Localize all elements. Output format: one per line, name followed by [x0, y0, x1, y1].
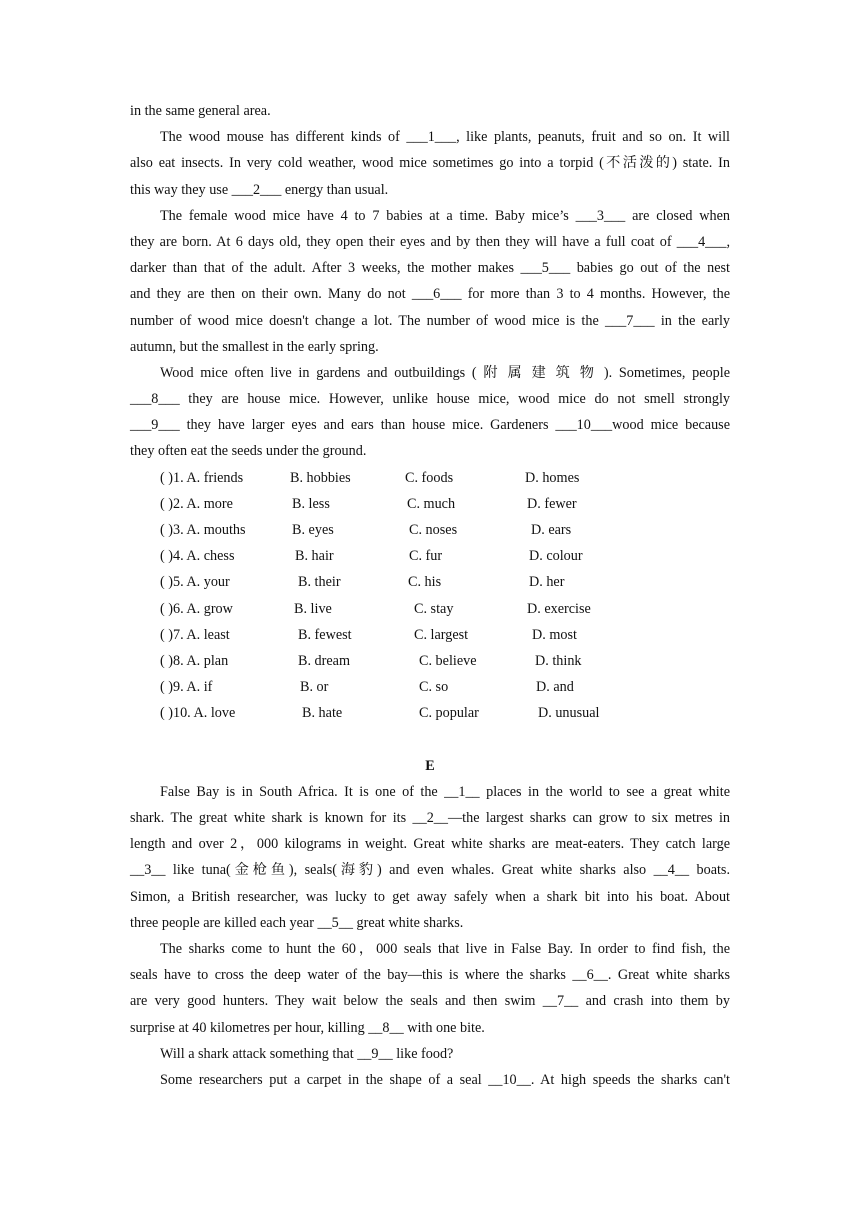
option-row: [130, 622, 730, 648]
option-row: [130, 569, 730, 595]
text-line: they are born. At 6 days old, they open their eyes and by then they will have a full coat of ___4___,: [130, 233, 730, 250]
text-line: The sharks come to hunt the 60，000 seals that live in False Bay. In order to find fish, the: [160, 941, 730, 957]
question-number: ( )4. A. chess: [160, 548, 235, 565]
option-choice: D. homes: [525, 469, 580, 486]
option-choice: B. their: [298, 574, 341, 591]
text-line: False Bay is in South Africa. It is one of the __1__ places in the world to see a great white: [160, 783, 730, 800]
passage-d-options: [130, 465, 730, 727]
option-choice: B. dream: [298, 652, 351, 669]
text-line: autumn, but the smallest in the early spring.: [130, 338, 379, 355]
option-choice: D. unusual: [538, 705, 600, 722]
passage-d-lines: [130, 98, 730, 465]
text-line: they often eat the seeds under the ground.: [130, 443, 367, 460]
option-choice: D. most: [532, 626, 577, 643]
text-line: The female wood mice have 4 to 7 babies at a time. Baby mice’s ___3___ are closed when: [160, 207, 730, 224]
option-choice: B. hobbies: [290, 469, 351, 486]
option-choice: B. fewest: [298, 626, 352, 643]
option-row: [130, 648, 730, 674]
question-number: ( )7. A. least: [160, 626, 230, 643]
option-row: [130, 543, 730, 569]
option-choice: C. noses: [409, 522, 458, 538]
option-row: [130, 596, 730, 622]
option-choice: C. fur: [409, 548, 443, 565]
option-choice: D. exercise: [527, 600, 591, 617]
text-line: ___9___ they have larger eyes and ears than house mice. Gardeners ___10___wood mice because: [130, 417, 730, 434]
text-line: three people are killed each year __5__ great white sharks.: [130, 914, 464, 931]
option-choice: C. largest: [414, 626, 469, 643]
text-line: The wood mouse has different kinds of ___1___, like plants, peanuts, fruit and so on. It will: [160, 129, 730, 146]
text-line: length and over 2，000 kilograms in weight. Great white sharks are meat-eaters. They catch large: [130, 836, 730, 853]
option-choice: D. fewer: [527, 495, 577, 512]
option-choice: B. hair: [295, 548, 334, 565]
text-line: shark. The great white shark is known for its __2__—the largest sharks can grow to six metres in: [130, 810, 730, 827]
passage-d: [130, 98, 730, 727]
text-line: Will a shark attack something that __9__ like food?: [160, 1045, 454, 1062]
text-line: in the same general area.: [130, 103, 271, 119]
option-row: [130, 491, 730, 517]
question-number: ( )10. A. love: [160, 705, 236, 722]
option-choice: D. think: [535, 652, 582, 669]
text-line: Wood mice often live in gardens and outbuildings ( 附 属 建 筑 物 ). Sometimes, people: [160, 364, 730, 381]
spacer: [130, 727, 730, 753]
option-choice: C. so: [419, 679, 449, 696]
text-line: darker than that of the adult. After 3 weeks, the mother makes ___5___ babies go out of the nest: [130, 260, 730, 277]
text-line: number of wood mice doesn't change a lot. The number of wood mice is the ___7___ in the early: [130, 312, 730, 329]
option-row: [130, 700, 730, 726]
question-number: ( )9. A. if: [160, 679, 213, 696]
option-choice: B. hate: [302, 705, 343, 722]
option-choice: C. foods: [405, 469, 454, 486]
text-line: this way they use ___2___ energy than usual.: [130, 181, 389, 198]
question-number: ( )3. A. mouths: [160, 522, 246, 538]
option-choice: B. less: [292, 495, 330, 512]
option-choice: D. ears: [531, 522, 572, 538]
text-line: Some researchers put a carpet in the shape of a seal __10__. At high speeds the sharks can't: [160, 1071, 730, 1088]
option-choice: C. popular: [419, 705, 479, 722]
option-row: [130, 674, 730, 700]
option-choice: C. much: [407, 495, 456, 512]
document-page: [130, 98, 730, 1093]
question-number: ( )5. A. your: [160, 574, 230, 591]
text-line: Simon, a British researcher, was lucky to get away safely when a shark bit into his boat. About: [130, 888, 730, 905]
option-row: [130, 517, 730, 543]
passage-e: [130, 779, 730, 1093]
option-choice: C. stay: [414, 600, 454, 617]
question-number: ( )6. A. grow: [160, 600, 233, 617]
option-choice: D. and: [536, 679, 574, 696]
question-number: ( )1. A. friends: [160, 469, 244, 486]
option-choice: B. or: [300, 679, 329, 696]
question-number: ( )8. A. plan: [160, 652, 229, 669]
option-choice: D. colour: [529, 548, 583, 565]
text-line: __3__ like tuna(金枪鱼), seals(海豹) and even whales. Great white sharks also __4__ boats.: [130, 862, 730, 879]
option-choice: C. his: [408, 574, 442, 591]
passage-e-title: E: [425, 757, 435, 774]
text-line: are very good hunters. They wait below the seals and then swim __7__ and crash into them by: [130, 993, 730, 1010]
option-choice: B. eyes: [292, 522, 334, 538]
text-line: seals have to cross the deep water of the bay—this is where the sharks __6__. Great white sharks: [130, 967, 730, 984]
option-choice: B. live: [294, 600, 332, 617]
text-line: surprise at 40 kilometres per hour, killing __8__ with one bite.: [130, 1019, 485, 1036]
text-line: and they are then on their own. Many do not ___6___ for more than 3 to 4 months. However, the: [130, 286, 730, 303]
option-choice: C. believe: [419, 652, 477, 669]
question-number: ( )2. A. more: [160, 495, 233, 512]
option-row: [130, 465, 730, 491]
option-choice: D. her: [529, 574, 565, 591]
text-line: also eat insects. In very cold weather, wood mice sometimes go into a torpid (不活泼的) state. In: [130, 155, 730, 172]
text-line: ___8___ they are house mice. However, unlike house mice, wood mice do not smell strongly: [130, 391, 730, 408]
